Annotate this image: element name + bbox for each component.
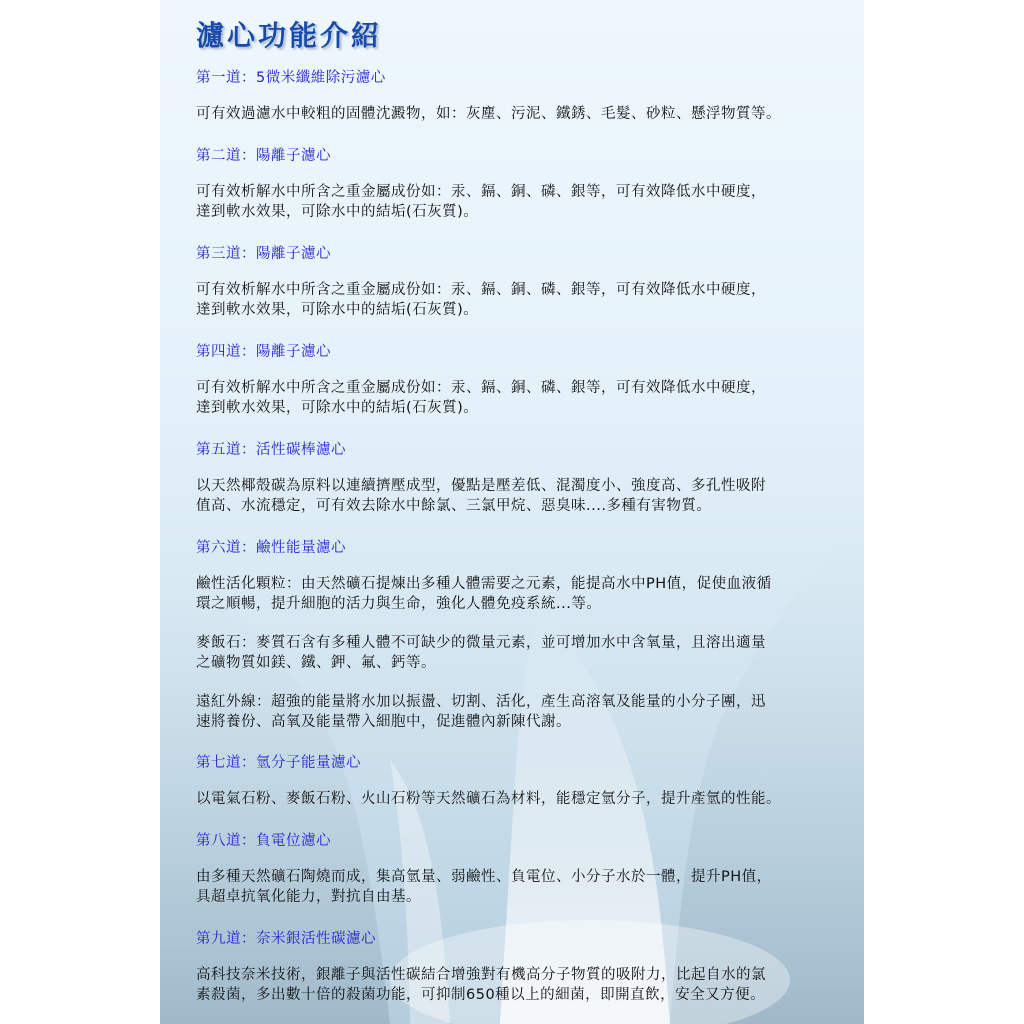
section-heading: 第五道：活性碳棒濾心 xyxy=(196,442,346,458)
section-paragraph: 鹼性活化顆粒：由天然礦石提煉出多種人體需要之元素，能提高水中PH值，促使血液循 環之順暢，提升細胞的活力與生命，強化人體免疫系統...等。 xyxy=(196,576,772,612)
section-heading: 第六道：鹼性能量濾心 xyxy=(196,540,346,556)
section-paragraph: 以天然椰殼碳為原料以連續擠壓成型，優點是壓差低、混濁度小、強度高、多孔性吸附 值高、水流穩定，可有效去除水中餘氯、三氯甲烷、惡臭味....多種有害物質。 xyxy=(196,478,766,514)
section-heading: 第一道：5微米纖維除污濾心 xyxy=(196,70,386,86)
section-heading: 第三道：陽離子濾心 xyxy=(196,246,331,262)
section-paragraph: 可有效析解水中所含之重金屬成份如：汞、鎘、銅、磷、銀等，可有效降低水中硬度， 達到軟水效果，可除水中的結垢(石灰質)。 xyxy=(196,380,766,416)
page-title: 濾心功能介紹 xyxy=(196,19,383,52)
section-paragraph: 麥飯石：麥質石含有多種人體不可缺少的微量元素，並可增加水中含氧量，且溶出適量 之礦物質如鎂、鐵、鉀、氟、鈣等。 xyxy=(196,635,766,671)
section-heading: 第八道：負電位濾心 xyxy=(196,833,331,849)
section-heading: 第九道：奈米銀活性碳濾心 xyxy=(196,931,376,947)
section-paragraph: 高科技奈米技術，銀離子與活性碳結合增強對有機高分子物質的吸附力，比起自水的氯 素殺菌，多出數十倍的殺菌功能，可抑制650種以上的細菌，即開直飲，安全又方便。 xyxy=(196,967,766,1003)
document-page xyxy=(160,0,864,1024)
section-heading: 第四道：陽離子濾心 xyxy=(196,344,331,360)
section-heading: 第七道：氫分子能量濾心 xyxy=(196,755,361,771)
section-paragraph: 遠紅外線：超強的能量將水加以振盪、切割、活化，產生高溶氧及能量的小分子團，迅 速將養份、高氧及能量帶入細胞中，促進體內新陳代謝。 xyxy=(196,694,766,730)
section-paragraph: 可有效過濾水中較粗的固體沈澱物，如：灰塵、污泥、鐵銹、毛髮、砂粒、懸浮物質等。 xyxy=(196,106,781,122)
section-paragraph: 可有效析解水中所含之重金屬成份如：汞、鎘、銅、磷、銀等，可有效降低水中硬度， 達到軟水效果，可除水中的結垢(石灰質)。 xyxy=(196,282,766,318)
section-heading: 第二道：陽離子濾心 xyxy=(196,148,331,164)
section-paragraph: 以電氣石粉、麥飯石粉、火山石粉等天然礦石為材料，能穩定氫分子，提升產氫的性能。 xyxy=(196,791,781,807)
section-paragraph: 可有效析解水中所含之重金屬成份如：汞、鎘、銅、磷、銀等，可有效降低水中硬度， 達到軟水效果，可除水中的結垢(石灰質)。 xyxy=(196,184,766,220)
section-paragraph: 由多種天然礦石陶燒而成，集高氫量、弱鹼性、負電位、小分子水於一體，提升PH值， 具超卓抗氧化能力，對抗自由基。 xyxy=(196,869,772,905)
